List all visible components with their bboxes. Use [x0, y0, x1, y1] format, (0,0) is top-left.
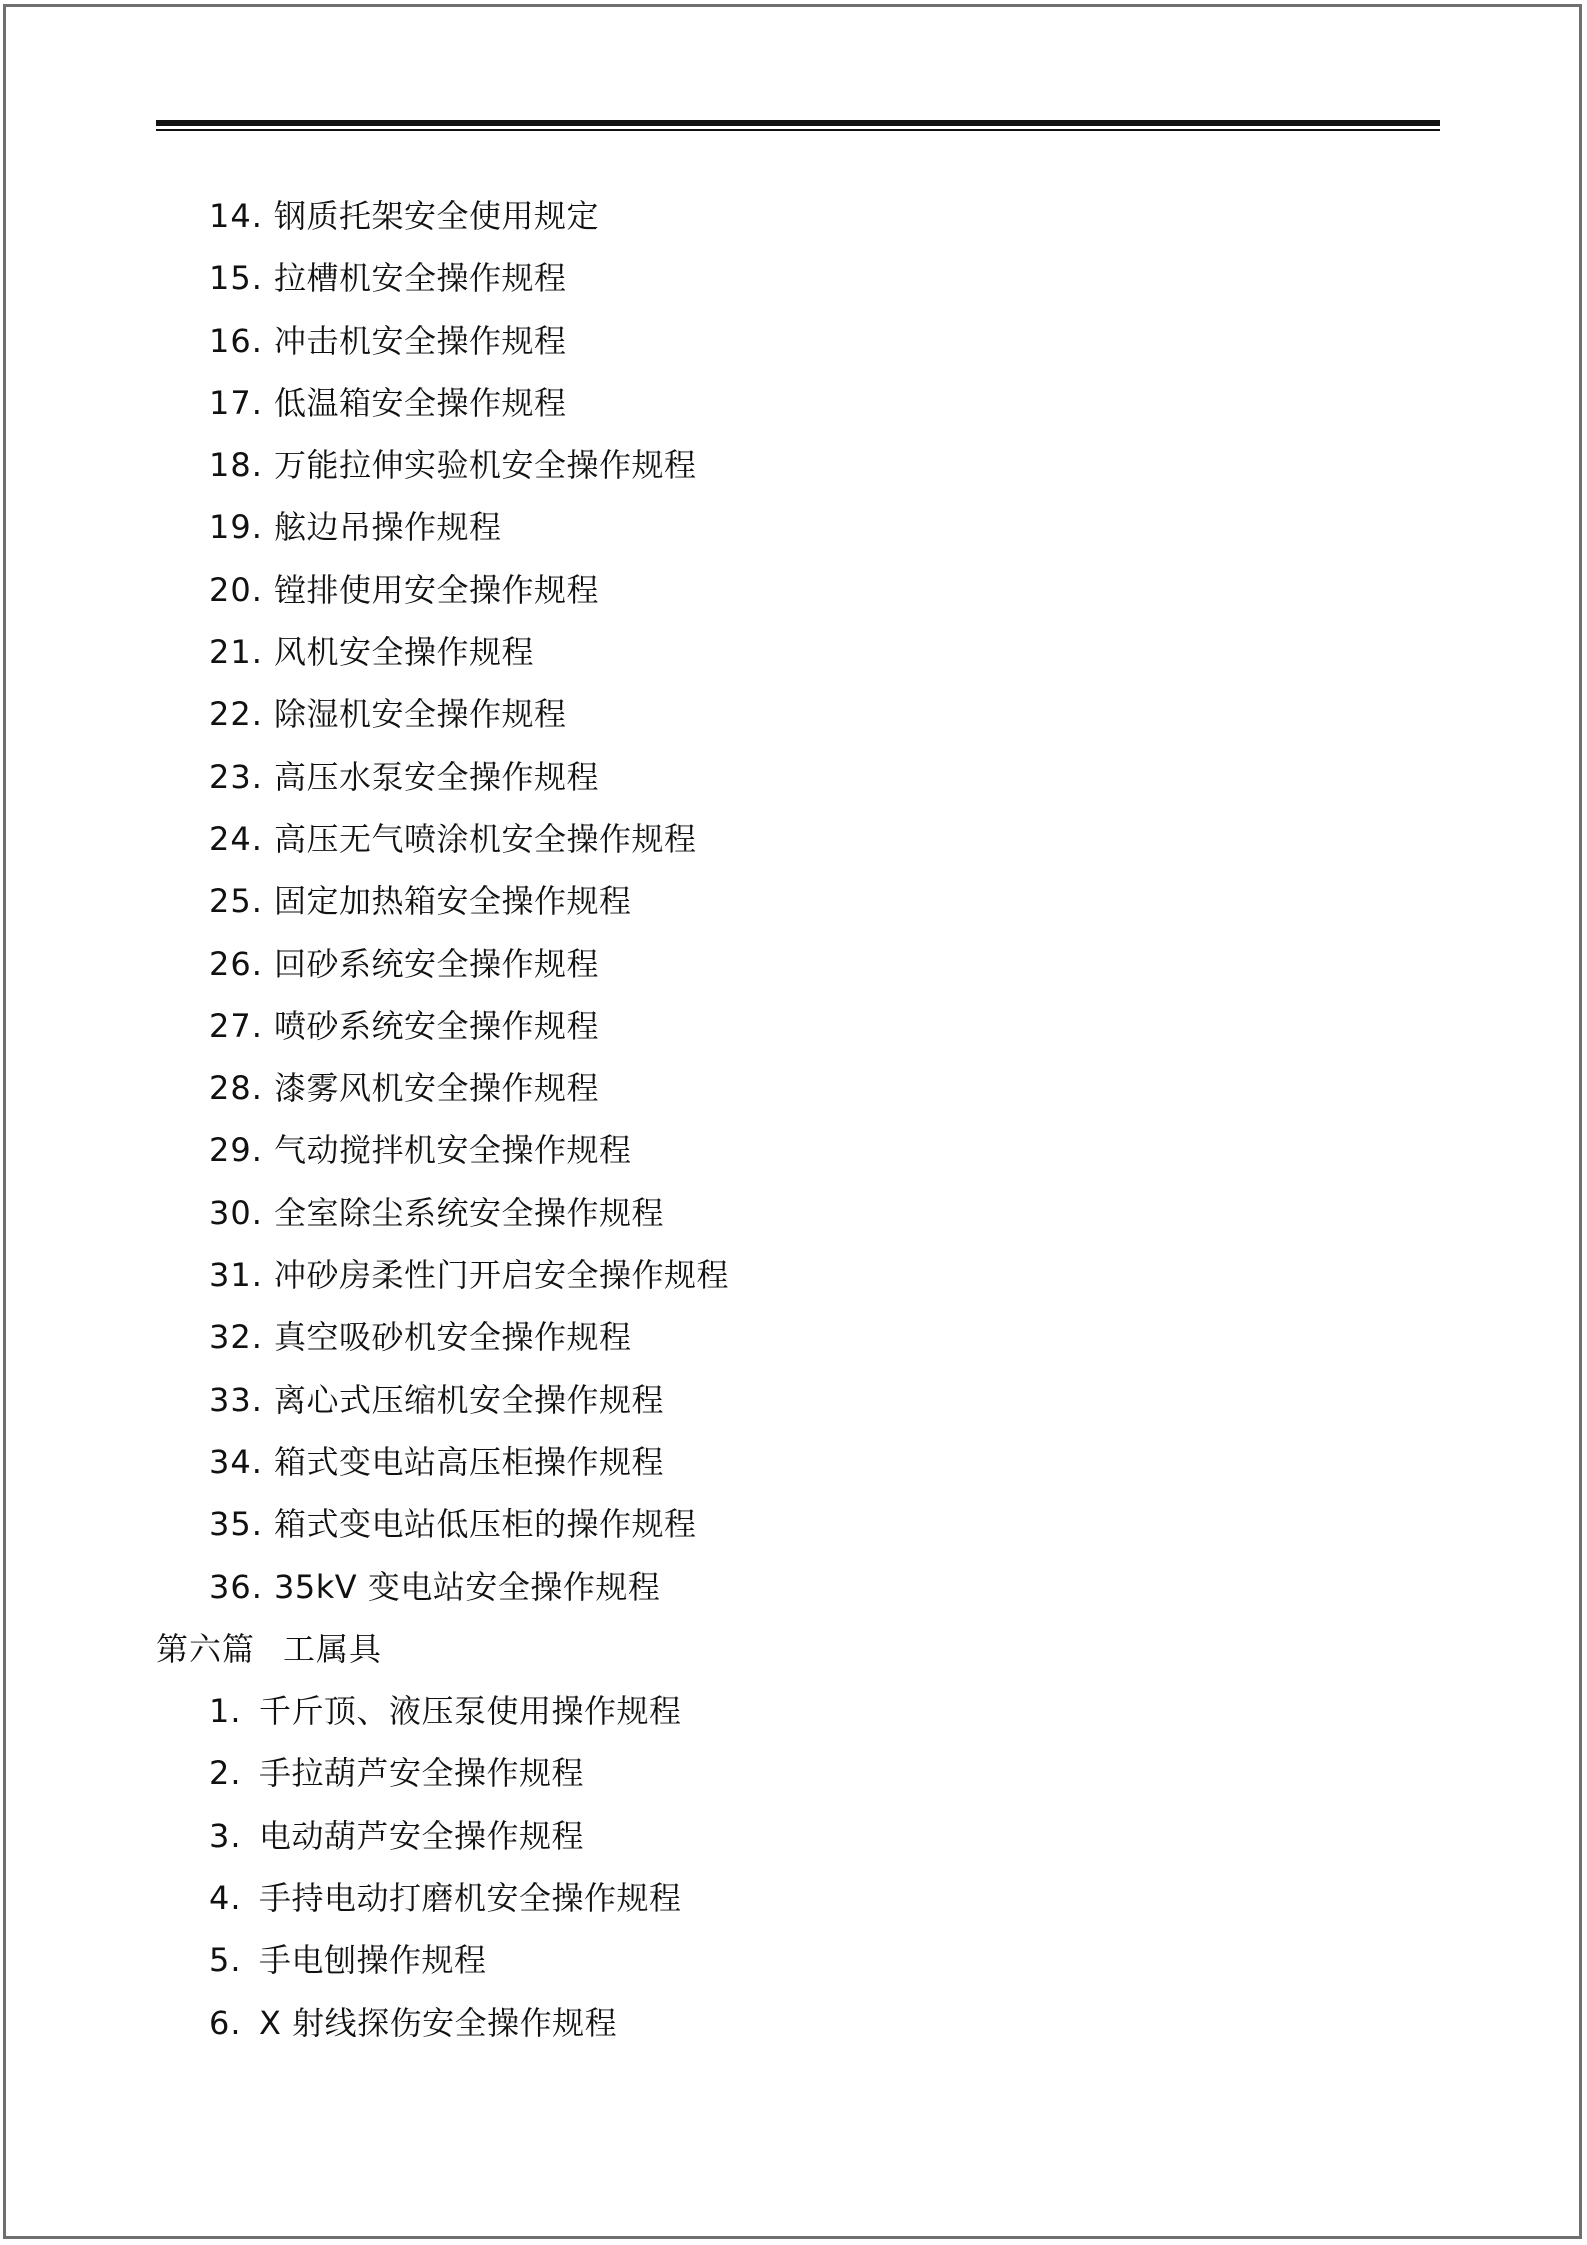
toc-entry [6, 434, 1579, 496]
toc-entry-title: 全室除尘系统安全操作规程 [274, 1193, 665, 1232]
toc-entry-number: 33. [209, 1380, 263, 1419]
toc-entry [6, 1867, 1579, 1929]
toc-entry-title: 镗排使用安全操作规程 [274, 570, 600, 609]
toc-entry-title: 高压水泵安全操作规程 [274, 757, 600, 796]
toc-entry [6, 1493, 1579, 1555]
toc-entry-title: 回砂系统安全操作规程 [274, 944, 600, 983]
toc-entry [6, 1431, 1579, 1493]
toc-entry-title: 风机安全操作规程 [274, 633, 535, 672]
toc-entry-number: 23. [209, 757, 263, 796]
toc-entry-number: 28. [209, 1069, 263, 1108]
toc-entry-title: X 射线探伤安全操作规程 [259, 2003, 618, 2042]
toc-entry [6, 1306, 1579, 1368]
toc-entry-number: 2. [209, 1754, 242, 1793]
toc-entry [6, 1182, 1579, 1244]
toc-entry-title: 低温箱安全操作规程 [274, 383, 567, 422]
toc-entry [6, 310, 1579, 372]
toc-entry [6, 1992, 1579, 2054]
toc-entry [6, 870, 1579, 932]
toc-entry-number: 19. [209, 508, 263, 547]
document-page [3, 4, 1582, 2239]
toc-entry [6, 621, 1579, 683]
toc-entry-number: 17. [209, 383, 263, 422]
toc-entry-title: 电动葫芦安全操作规程 [259, 1816, 585, 1855]
toc-entry [6, 933, 1579, 995]
header-rule-thin [156, 129, 1440, 131]
toc-entry-title: 箱式变电站高压柜操作规程 [274, 1442, 665, 1481]
toc-entry-number: 24. [209, 819, 263, 858]
toc-entry-title: 真空吸砂机安全操作规程 [274, 1318, 632, 1357]
toc-entry-title: 手持电动打磨机安全操作规程 [259, 1879, 682, 1918]
toc-entry-number: 18. [209, 446, 263, 485]
toc-entry [6, 1929, 1579, 1991]
toc-entry-number: 34. [209, 1442, 263, 1481]
toc-entry-title: 35kV 变电站安全操作规程 [274, 1567, 661, 1606]
toc-entry-title: 高压无气喷涂机安全操作规程 [274, 819, 697, 858]
toc-entry-number: 1. [209, 1692, 242, 1731]
toc-entry-number: 35. [209, 1505, 263, 1544]
toc-entry-number: 6. [209, 2003, 242, 2042]
toc-entry [6, 1119, 1579, 1181]
toc-entry-number: 26. [209, 944, 263, 983]
toc-entry-number: 4. [209, 1879, 242, 1918]
toc-entry [6, 1556, 1579, 1618]
table-of-contents [6, 185, 1579, 2054]
toc-section-heading [6, 1618, 1579, 1680]
toc-entry-number: 20. [209, 570, 263, 609]
toc-entry-title: 除湿机安全操作规程 [274, 695, 567, 734]
toc-entry-title: 冲砂房柔性门开启安全操作规程 [274, 1256, 730, 1295]
toc-entry-number: 31. [209, 1256, 263, 1295]
toc-entry-title: 千斤顶、液压泵使用操作规程 [259, 1692, 682, 1731]
toc-entry-title: 万能拉伸实验机安全操作规程 [274, 446, 697, 485]
toc-entry [6, 247, 1579, 309]
section-name: 工属具 [283, 1629, 383, 1668]
toc-entry [6, 746, 1579, 808]
toc-entry-number: 22. [209, 695, 263, 734]
toc-entry-number: 21. [209, 633, 263, 672]
toc-entry [6, 683, 1579, 745]
toc-entry [6, 1057, 1579, 1119]
toc-entry [6, 808, 1579, 870]
toc-entry-number: 3. [209, 1816, 242, 1855]
section-label: 第六篇 [156, 1629, 256, 1668]
toc-entry-title: 冲击机安全操作规程 [274, 321, 567, 360]
toc-entry-number: 14. [209, 197, 263, 235]
toc-entry-title: 喷砂系统安全操作规程 [274, 1006, 600, 1045]
toc-entry-title: 手电刨操作规程 [259, 1941, 487, 1980]
toc-entry [6, 496, 1579, 558]
toc-entry-title: 气动搅拌机安全操作规程 [274, 1131, 632, 1170]
toc-entry-title: 拉槽机安全操作规程 [274, 259, 567, 298]
toc-entry [6, 559, 1579, 621]
toc-entry-title: 离心式压缩机安全操作规程 [274, 1380, 665, 1419]
toc-entry [6, 185, 1579, 247]
toc-entry-title: 钢质托架安全使用规定 [274, 197, 600, 235]
toc-entry-number: 15. [209, 259, 263, 298]
toc-entry-title: 箱式变电站低压柜的操作规程 [274, 1505, 697, 1544]
header-double-rule [156, 120, 1440, 131]
toc-entry-number: 36. [209, 1567, 263, 1606]
toc-entry [6, 1369, 1579, 1431]
toc-entry-number: 30. [209, 1193, 263, 1232]
toc-entry-title: 手拉葫芦安全操作规程 [259, 1754, 585, 1793]
toc-entry-title: 漆雾风机安全操作规程 [274, 1069, 600, 1108]
toc-entry-title: 固定加热箱安全操作规程 [274, 882, 632, 921]
toc-entry-title: 舷边吊操作规程 [274, 508, 502, 547]
toc-entry [6, 1742, 1579, 1804]
toc-entry-number: 25. [209, 882, 263, 921]
toc-entry [6, 1680, 1579, 1742]
toc-entry-number: 5. [209, 1941, 242, 1980]
toc-entry-number: 32. [209, 1318, 263, 1357]
toc-entry [6, 372, 1579, 434]
toc-entry-number: 16. [209, 321, 263, 360]
toc-entry [6, 1244, 1579, 1306]
toc-entry [6, 1805, 1579, 1867]
toc-entry-number: 29. [209, 1131, 263, 1170]
toc-entry [6, 995, 1579, 1057]
toc-entry-number: 27. [209, 1006, 263, 1045]
header-rule-thick [156, 120, 1440, 126]
